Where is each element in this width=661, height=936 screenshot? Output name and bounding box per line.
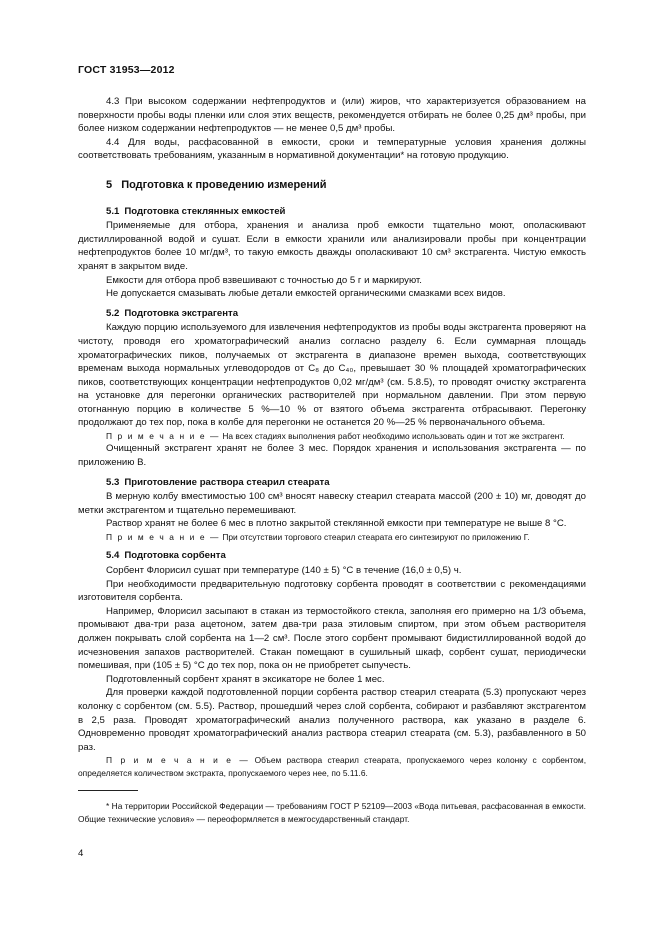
section-5-title: [78, 179, 586, 193]
paragraph: В мерную колбу вместимостью 100 см³ вносят навеску стеарил стеарата массой (200 ± 10) мг, доводят до метки экстрагентом и тщательно перемешивают.: [78, 491, 586, 516]
note: [78, 430, 586, 442]
subsection-title-text: Подготовка экстрагента: [124, 307, 239, 319]
section-number: 5: [106, 178, 113, 191]
page-number: 4: [78, 848, 84, 859]
note-text: Объем раствора стеарил стеарата, пропускаемого через колонку с сорбентом, определяется количеством экстракта, пропускаемого через нее, по 5.11.6.: [78, 755, 587, 778]
note: [78, 754, 586, 779]
note-text: На всех стадиях выполнения работ необходимо использовать один и тот же экстрагент.: [222, 431, 565, 442]
note-label: П р и м е ч а н и е —: [106, 532, 220, 543]
subsection-title-text: Подготовка сорбента: [124, 550, 226, 562]
subsection-number: 5.4: [106, 550, 120, 562]
subsection-number: 5.1: [106, 205, 120, 217]
subsection-5-3-title: [78, 476, 586, 490]
paragraph: Не допускается смазывать любые детали емкостей органическими смазками всех видов.: [106, 288, 506, 300]
note: [78, 531, 586, 543]
paragraph: Подготовленный сорбент хранят в эксикаторе не более 1 мес.: [106, 673, 385, 685]
paragraph: Для проверки каждой подготовленной порции сорбента раствор стеарил стеарата (5.3) пропускают через колонку с сорбентом (см. 5.5). Раствор, прошедший через слой сорбента, собирают и разбавляют экстрагентом в 2,5 раза. Проводят хроматографический анализ полученного раствора, как указано в разделе 6. Одновременно проводят хроматографический анализ раствора стеарил стеарата (см. 5.3), разбавленного в 50 раз.: [78, 687, 586, 753]
footnote-divider: [78, 790, 138, 791]
footnote: * На территории Российской Федерации — требованиям ГОСТ Р 52109—2003 «Вода питьевая, расфасованная в емкости. Общие технические условия» — переоформляется в межгосударственный стандарт.: [78, 801, 586, 824]
paragraph: При необходимости предварительную подготовку сорбента проводят в соответствии с рекомендациями изготовителя сорбента.: [78, 578, 586, 604]
section-title-text: Подготовка к проведению измерений: [121, 178, 327, 191]
paragraph: Например, Флорисил засыпают в стакан из термостойкого стекла, заполняя его примерно на 1/3 объема, промывают два-три раза ацетоном, затем два-три раза этиловым спиртом, при этом объем растворителя должен покрывать слой сорбента на 1—2 см³. После этого сорбент промывают бидистиллированной водой до исчезновения запахов растворителей. Стакан помещают в сушильный шкаф, сорбент сушат, периодически помешивая, при (105 ± 5) °С до тех пор, пока он не приобретет сыпучесть.: [78, 605, 586, 672]
paragraph: Очищенный экстрагент хранят не более 3 мес. Порядок хранения и использования экстрагента — по приложению В.: [78, 443, 586, 469]
main-content: [78, 95, 586, 779]
paragraph: Сорбент Флорисил сушат при температуре (140 ± 5) °С в течение (16,0 ± 0,5) ч.: [106, 565, 462, 577]
subsection-title-text: Приготовление раствора стеарил стеарата: [124, 476, 330, 488]
subsection-number: 5.3: [106, 476, 120, 488]
subsection-number: 5.2: [106, 307, 120, 319]
paragraph: Каждую порцию используемого для извлечения нефтепродуктов из пробы воды экстрагента проверяют на чистоту, проводя его хроматографический анализ согласно разделу 6. Если суммарная площадь хроматографических пиков, получаемых от экстрагента в диапазоне времен выхода, соответствующих временам выхода нормальных углеводородов от C₈ до C₄₀, превышает 30 % площадей хроматографических пиков, соответствующих концентрации нефтепродуктов 0,02 мг/дм³ (см. 5.8.5), то проводят очистку экстрагента на установке для перегонки органических растворителей при нормальном давлении. При этом первую отогнанную порцию в количестве 5 %—10 % от взятого объема экстрагента отбрасывают. Перегонку продолжают до тех пор, пока в колбе для перегонки не останется 20 %—25 % первоначального объема.: [78, 322, 586, 429]
subsection-5-2-title: [78, 307, 586, 321]
paragraph: Раствор хранят не более 6 мес в плотно закрытой стеклянной емкости при температуре не выше 8 °С.: [106, 518, 567, 530]
paragraph-4-3: 4.3 При высоком содержании нефтепродуктов и (или) жиров, что характеризуется образованием на поверхности пробы воды пленки или слоя этих веществ, рекомендуется отбирать не более 0,25 дм³ пробы, при более низком содержании нефтепродуктов — не менее 0,5 дм³ пробы.: [78, 96, 586, 135]
note-label: П р и м е ч а н и е —: [106, 431, 220, 442]
paragraph: Емкости для отбора проб взвешивают с точностью до 5 г и маркируют.: [106, 274, 422, 286]
page-header: ГОСТ 31953—2012: [78, 64, 175, 76]
paragraph-4-4: 4.4 Для воды, расфасованной в емкости, сроки и температурные условия хранения должны соответствовать требованиям, указанным в нормативной документации* на готовую продукцию.: [78, 136, 586, 162]
note-text: При отсутствии торгового стеарил стеарата его синтезируют по приложению Г.: [222, 532, 530, 543]
paragraph: Применяемые для отбора, хранения и анализа проб емкости тщательно моют, ополаскивают дистиллированной водой и сушат. Если в емкости хранили или анализировали пробы при концентрации нефтепродуктов более 10 мг/дм³, то такую емкость дважды ополаскивают 10 см³ экстрагента. Чистую емкость хранят в закрытом виде.: [78, 220, 586, 272]
subsection-5-4-title: [78, 549, 586, 563]
subsection-title-text: Подготовка стеклянных емкостей: [124, 205, 286, 217]
note-label: П р и м е ч а н и е —: [106, 755, 250, 766]
subsection-5-1-title: [78, 205, 586, 219]
